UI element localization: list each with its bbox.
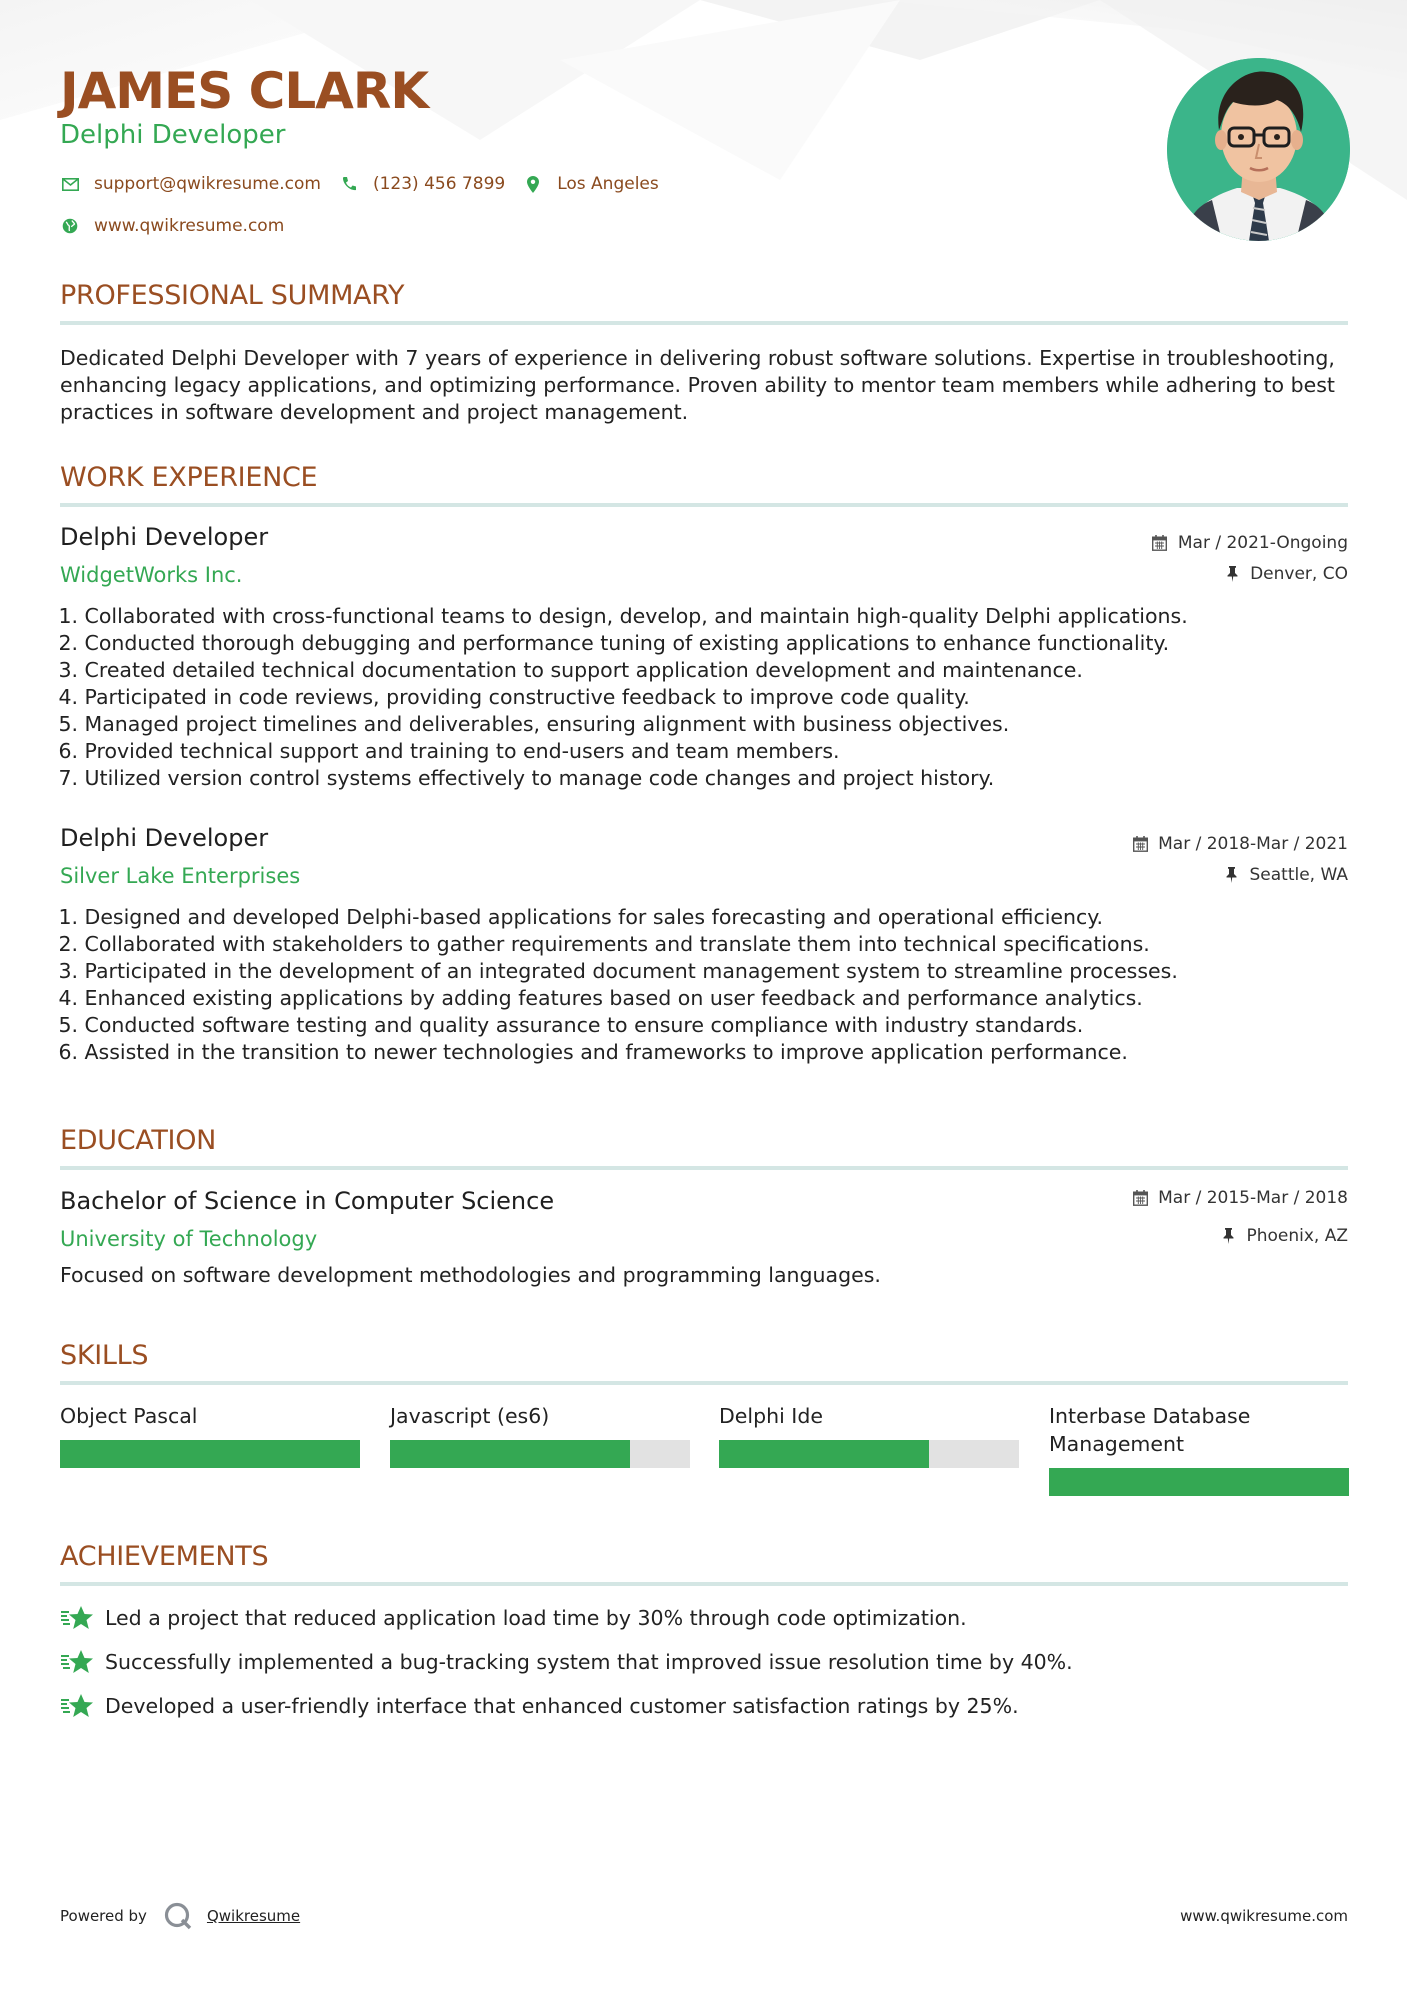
skill-item — [719, 1402, 1019, 1430]
list-item: 3. Participated in the development of an integrated document management system to streamline processes. — [58, 959, 1178, 983]
list-item: 7. Utilized version control systems effectively to manage code changes and project history. — [58, 766, 995, 790]
achievement-text: Successfully implemented a bug-tracking system that improved issue resolution time by 40%. — [105, 1650, 1073, 1674]
calendar-icon — [1131, 1189, 1149, 1207]
list-item: 2. Collaborated with stakeholders to gather requirements and translate them into technical specifications. — [58, 932, 1150, 956]
email-link[interactable]: support@qwikresume.com — [94, 174, 321, 194]
envelope-icon — [60, 174, 80, 194]
skill-label: Interbase Database Management — [1049, 1404, 1251, 1456]
pushpin-icon — [1223, 866, 1241, 884]
education-dates — [1131, 1188, 1348, 1208]
list-item: 2. Conducted thorough debugging and performance tuning of existing applications to enhance functionality. — [58, 631, 1170, 655]
list-item: 4. Enhanced existing applications by adding features based on user feedback and performance analytics. — [58, 986, 1143, 1010]
job-dates-text: Mar / 2021-Ongoing — [1177, 533, 1348, 553]
calendar-icon — [1131, 835, 1149, 853]
pushpin-icon — [1219, 1227, 1237, 1245]
skill-item — [390, 1402, 690, 1430]
star-icon — [60, 1604, 94, 1632]
list-item: 4. Participated in code reviews, providing constructive feedback to improve code quality. — [58, 685, 970, 709]
summary-heading: PROFESSIONAL SUMMARY — [60, 280, 405, 311]
list-item: 3. Created detailed technical documentation to support application development and maintenance. — [58, 658, 1083, 682]
achievement-item — [60, 1692, 1019, 1720]
website-link[interactable]: www.qwikresume.com — [94, 216, 285, 236]
company-name: Silver Lake Enterprises — [60, 864, 301, 888]
qwikresume-link[interactable]: Qwikresume — [206, 1907, 301, 1925]
section-divider — [60, 321, 1348, 325]
section-divider — [60, 1166, 1348, 1170]
skill-bar — [719, 1440, 1019, 1468]
skill-label: Javascript (es6) — [390, 1404, 550, 1428]
map-pin-icon — [523, 174, 543, 194]
education-description: Focused on software development methodologies and programming languages. — [60, 1263, 881, 1287]
experience-heading: WORK EXPERIENCE — [60, 462, 318, 493]
star-icon — [60, 1648, 94, 1676]
section-divider — [60, 1582, 1348, 1586]
achievement-text: Developed a user-friendly interface that enhanced customer satisfaction ratings by 25%. — [105, 1694, 1019, 1718]
job-bullets — [50, 603, 1350, 792]
section-divider — [60, 503, 1348, 507]
candidate-title: Delphi Developer — [60, 120, 286, 150]
education-location-text: Phoenix, AZ — [1246, 1226, 1348, 1246]
list-item: 5. Managed project timelines and deliverables, ensuring alignment with business objectives. — [58, 712, 1010, 736]
achievements-heading: ACHIEVEMENTS — [60, 1541, 269, 1572]
list-item: 1. Designed and developed Delphi-based applications for sales forecasting and operational efficiency. — [58, 905, 1104, 929]
list-item: 6. Assisted in the transition to newer technologies and frameworks to improve application performance. — [58, 1040, 1128, 1064]
skill-bar-fill — [60, 1440, 360, 1468]
list-item: 6. Provided technical support and training to end-users and team members. — [58, 739, 840, 763]
job-location — [1223, 564, 1348, 584]
location-text: Los Angeles — [557, 174, 659, 194]
job-location-text: Denver, CO — [1250, 564, 1348, 584]
education-dates-text: Mar / 2015-Mar / 2018 — [1158, 1188, 1348, 1208]
powered-by-label: Powered by — [60, 1907, 147, 1925]
skill-label: Object Pascal — [60, 1404, 198, 1428]
globe-icon — [60, 216, 80, 236]
education-heading: EDUCATION — [60, 1125, 217, 1156]
phone-number[interactable]: (123) 456 7899 — [372, 174, 506, 194]
phone-icon — [339, 174, 359, 194]
company-name: WidgetWorks Inc. — [60, 563, 243, 587]
skills-heading: SKILLS — [60, 1340, 149, 1371]
contact-row — [60, 171, 677, 197]
website-row — [60, 213, 302, 239]
footer-website[interactable]: www.qwikresume.com — [1180, 1907, 1348, 1925]
footer-powered-by — [60, 1901, 300, 1931]
job-title: Delphi Developer — [60, 523, 269, 551]
education-location — [1219, 1226, 1348, 1246]
profile-photo — [1167, 58, 1350, 241]
skill-bar-fill — [1049, 1468, 1349, 1496]
qwikresume-logo-icon — [163, 1901, 193, 1931]
skill-bar-fill — [390, 1440, 630, 1468]
skill-bar-fill — [719, 1440, 929, 1468]
skill-item — [60, 1402, 360, 1430]
skill-bar — [390, 1440, 690, 1468]
achievement-text: Led a project that reduced application load time by 30% through code optimization. — [105, 1606, 967, 1630]
achievement-item — [60, 1648, 1073, 1676]
list-item: 1. Collaborated with cross-functional teams to design, develop, and maintain high-quality Delphi applications. — [58, 604, 1188, 628]
job-bullets — [50, 904, 1350, 1066]
skill-item — [1049, 1402, 1349, 1458]
job-dates-text: Mar / 2018-Mar / 2021 — [1158, 834, 1348, 854]
job-location — [1223, 865, 1349, 885]
job-location-text: Seattle, WA — [1249, 865, 1348, 885]
candidate-name: JAMES CLARK — [60, 62, 429, 120]
job-dates — [1131, 834, 1348, 854]
job-dates — [1151, 533, 1348, 553]
skill-bar — [1049, 1468, 1349, 1496]
skill-bar — [60, 1440, 360, 1468]
job-title: Delphi Developer — [60, 824, 269, 852]
summary-text: Dedicated Delphi Developer with 7 years of experience in delivering robust software solutions. Expertise in troubleshooting, enhancing legacy applications, and optimizing performance. Proven ability to mentor team members while adhering to best practices in software development and project management. — [60, 346, 1335, 424]
star-icon — [60, 1692, 94, 1720]
degree-title: Bachelor of Science in Computer Science — [60, 1187, 555, 1215]
list-item: 5. Conducted software testing and quality assurance to ensure compliance with industry standards. — [58, 1013, 1084, 1037]
calendar-icon — [1151, 534, 1169, 552]
school-name: University of Technology — [60, 1227, 318, 1251]
pushpin-icon — [1223, 565, 1241, 583]
section-divider — [60, 1381, 1348, 1385]
achievement-item — [60, 1604, 967, 1632]
skill-label: Delphi Ide — [719, 1404, 823, 1428]
